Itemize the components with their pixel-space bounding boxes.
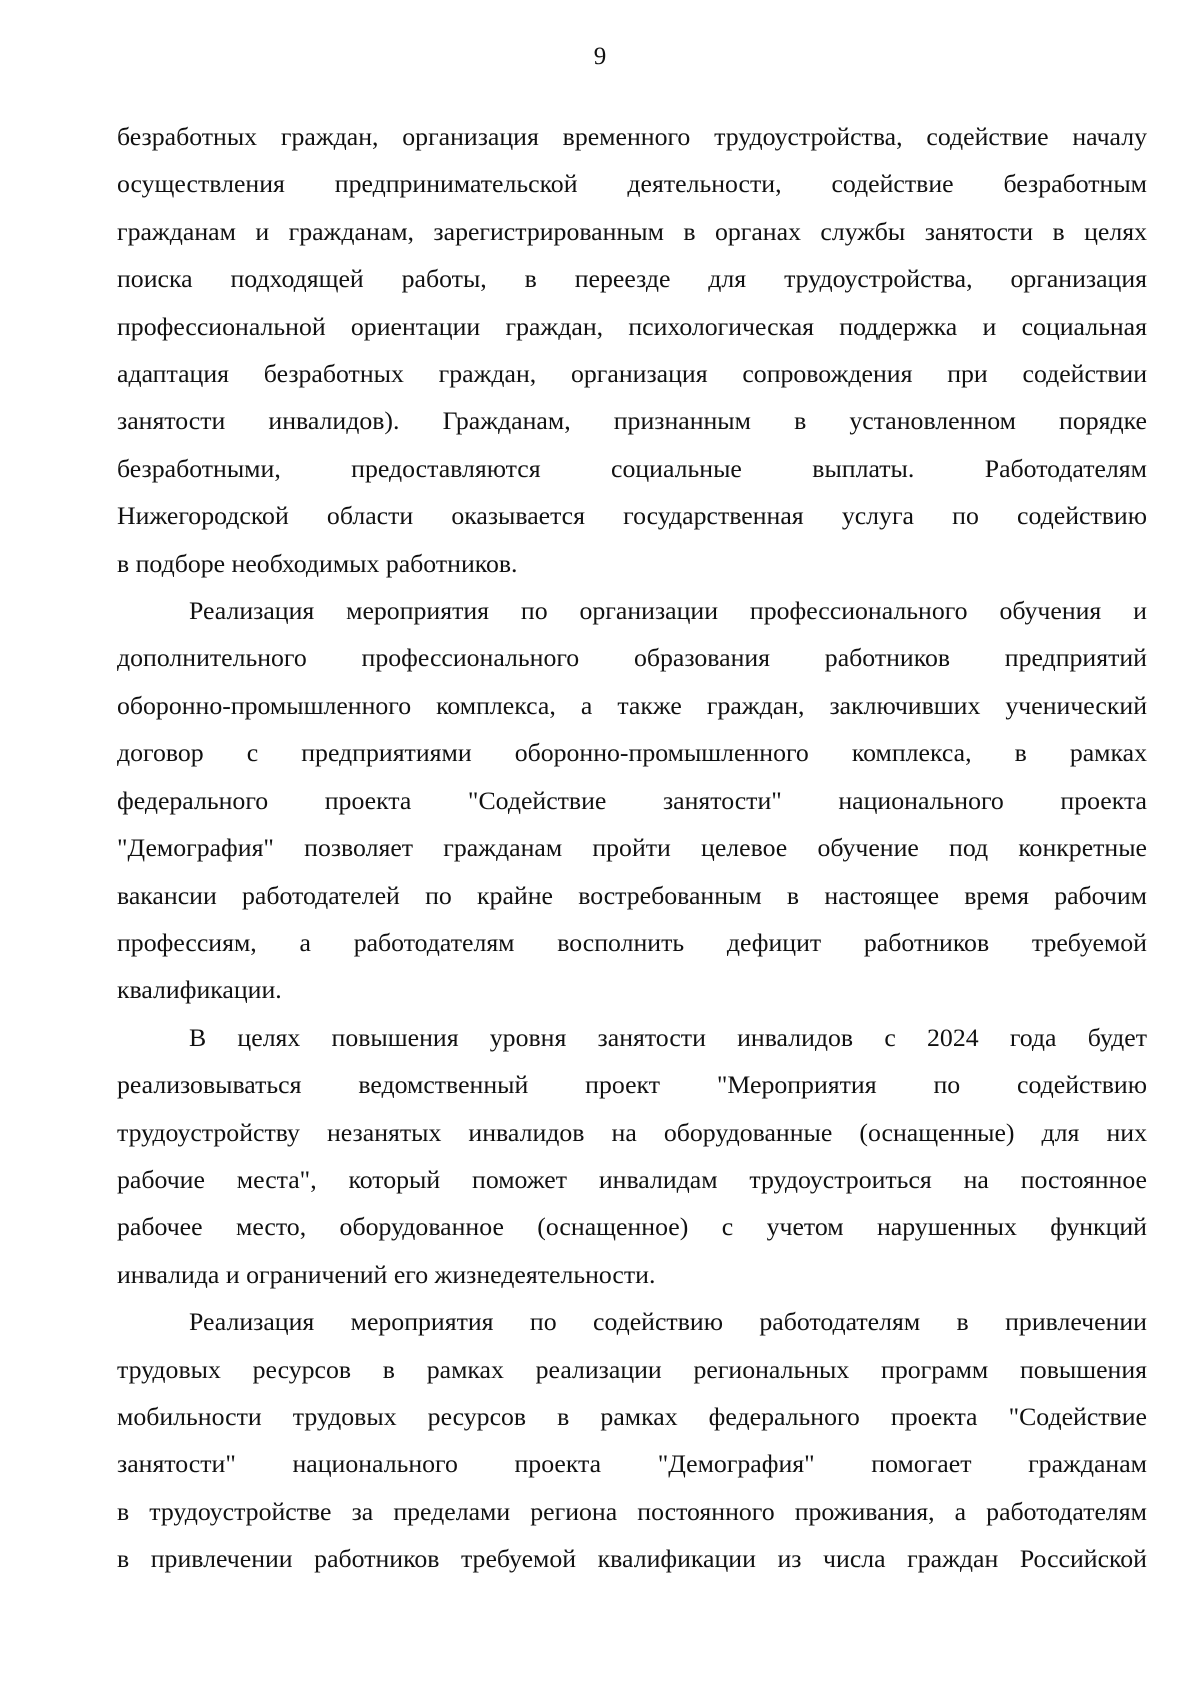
paragraph-first-line: Реализация мероприятия по содействию работодателям в привлечении [189, 1307, 1147, 1337]
body-line: в трудоустройстве за пределами региона постоянного проживания, а работодателям [117, 1496, 1147, 1526]
document-body [117, 113, 1147, 1583]
body-line: трудоустройству незанятых инвалидов на оборудованные (оснащенные) для них [117, 1117, 1147, 1147]
body-line: квалификации. [117, 975, 282, 1005]
body-line: дополнительного профессионального образования работников предприятий [117, 643, 1147, 673]
body-line: инвалида и ограничений его жизнедеятельности. [117, 1259, 656, 1289]
body-line: осуществления предпринимательской деятельности, содействие безработным [117, 169, 1147, 199]
body-line: рабочее место, оборудованное (оснащенное) с учетом нарушенных функций [117, 1212, 1147, 1242]
body-line: занятости" национального проекта "Демография" помогает гражданам [117, 1449, 1147, 1479]
body-line: рабочие места", который поможет инвалидам трудоустроиться на постоянное [117, 1164, 1147, 1194]
body-line: занятости инвалидов). Гражданам, признанным в установленном порядке [117, 406, 1147, 436]
page-number: 9 [593, 43, 607, 70]
body-line: трудовых ресурсов в рамках реализации региональных программ повышения [117, 1354, 1147, 1384]
body-line: вакансии работодателей по крайне востребованным в настоящее время рабочим [117, 880, 1147, 910]
body-line: адаптация безработных граждан, организация сопровождения при содействии [117, 359, 1147, 389]
body-line: мобильности трудовых ресурсов в рамках федерального проекта "Содействие [117, 1401, 1147, 1431]
paragraph-first-line: Реализация мероприятия по организации профессионального обучения и [189, 596, 1147, 626]
body-line: безработных граждан, организация временного трудоустройства, содействие началу [117, 122, 1147, 151]
body-line: договор с предприятиями оборонно-промышленного комплекса, в рамках [117, 738, 1147, 768]
body-line: в привлечении работников требуемой квалификации из числа граждан Российской [117, 1544, 1147, 1574]
body-line: реализовываться ведомственный проект "Мероприятия по содействию [117, 1070, 1147, 1100]
body-line: в подборе необходимых работников. [117, 548, 518, 578]
body-line: профессиональной ориентации граждан, психологическая поддержка и социальная [117, 311, 1147, 341]
body-line: "Демография" позволяет гражданам пройти целевое обучение под конкретные [117, 833, 1147, 863]
body-line: оборонно-промышленного комплекса, а также граждан, заключивших ученический [117, 690, 1147, 720]
body-line: профессиям, а работодателям восполнить дефицит работников требуемой [117, 927, 1147, 957]
body-line: безработными, предоставляются социальные выплаты. Работодателям [117, 453, 1147, 483]
body-line: Нижегородской области оказывается государственная услуга по содействию [117, 501, 1147, 531]
body-line: гражданам и гражданам, зарегистрированным в органах службы занятости в целях [117, 216, 1147, 246]
body-line: федерального проекта "Содействие занятости" национального проекта [117, 785, 1147, 815]
body-line: поиска подходящей работы, в переезде для трудоустройства, организация [117, 264, 1147, 294]
paragraph-first-line: В целях повышения уровня занятости инвалидов с 2024 года будет [189, 1022, 1147, 1052]
